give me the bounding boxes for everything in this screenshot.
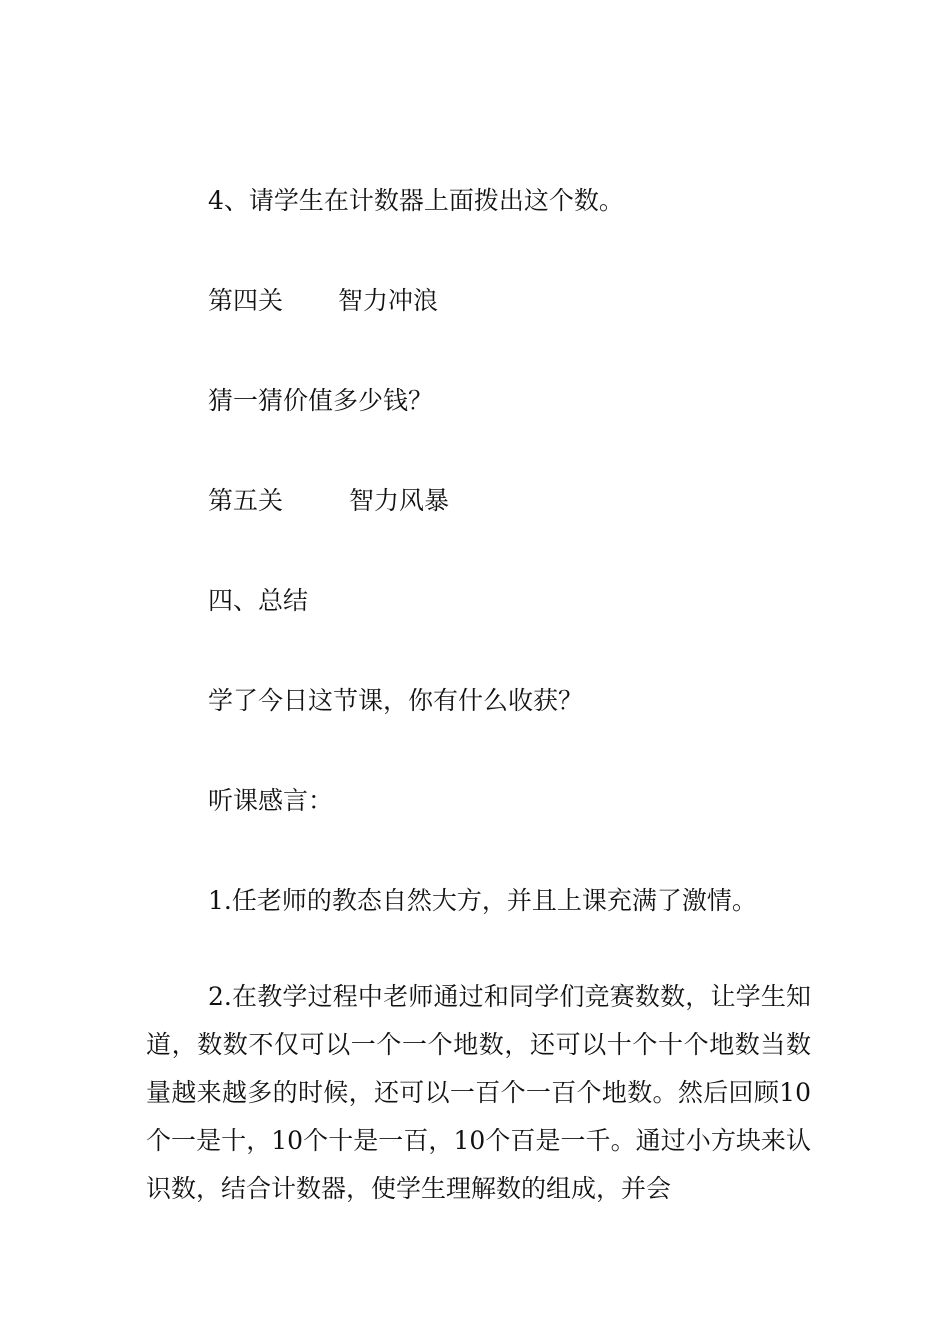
level-5-title: 智力风暴 xyxy=(349,486,450,515)
level-5-heading xyxy=(208,486,449,516)
reflection-item-2-paragraph: 2.在教学过程中老师通过和同学们竞赛数数，让学生知道，数数不仅可以一个一个地数，还可以十个十个地数当数量越来越多的时候，还可以一百个一百个地数。然后回顾10个一是十，10个十是一百，10个百是一千。通过小方块来认识数，结合计数器，使学生理解数的组成，并会 xyxy=(146,982,811,1203)
reflection-item-1 xyxy=(208,886,757,916)
step-4-text: 4、请学生在计数器上面拨出这个数。 xyxy=(208,186,624,215)
summary-question-text: 学了今日这节课，你有什么收获？ xyxy=(208,686,584,715)
summary-heading-text: 四、总结 xyxy=(208,586,309,615)
guess-price-line xyxy=(208,386,433,416)
guess-price-text: 猜一猜价值多少钱？ xyxy=(208,386,434,415)
level-5-label: 第五关 xyxy=(208,486,284,515)
reflection-item-1-text: 1.任老师的教态自然大方，并且上课充满了激情。 xyxy=(208,886,757,915)
reflection-heading xyxy=(208,786,333,816)
summary-question-line xyxy=(208,686,583,716)
level-4-label: 第四关 xyxy=(208,286,284,315)
level-4-title: 智力冲浪 xyxy=(338,286,439,315)
reflection-heading-text: 听课感言： xyxy=(208,786,334,815)
level-4-heading xyxy=(208,286,438,316)
summary-heading xyxy=(208,586,308,616)
step-4-line xyxy=(208,186,624,216)
